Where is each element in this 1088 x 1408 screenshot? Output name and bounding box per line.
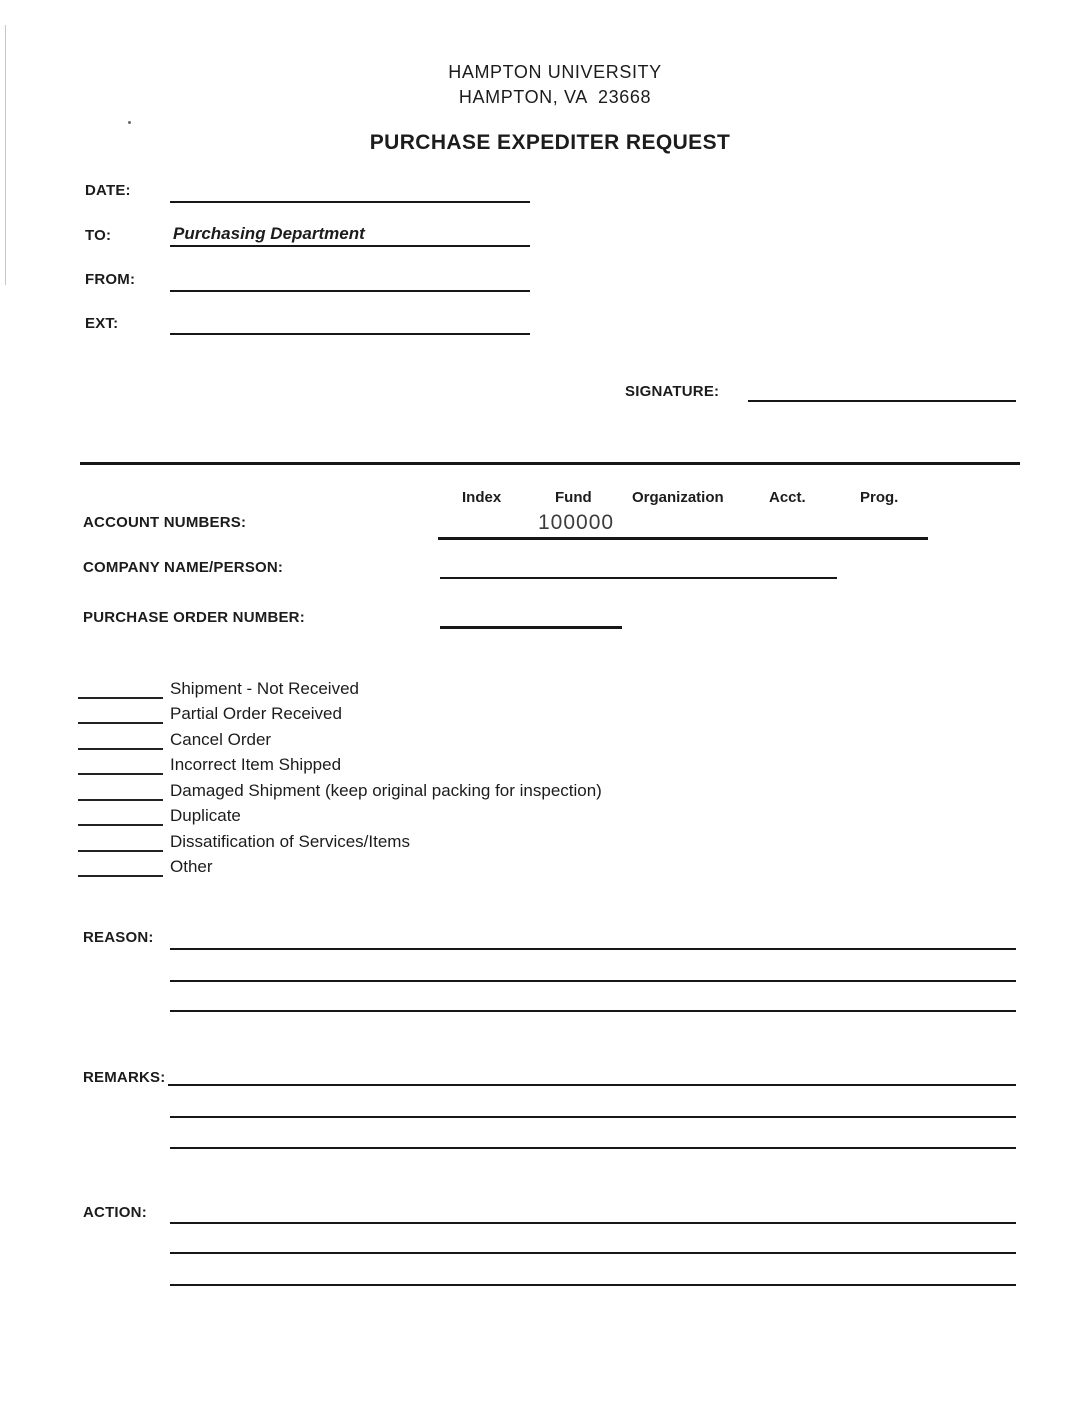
- checklist-item-label: Cancel Order: [170, 730, 272, 749]
- scan-artifact-dot: [128, 121, 131, 124]
- column-header-acct: Acct.: [769, 489, 806, 506]
- checklist-blank-line: [78, 697, 163, 699]
- date-blank-line: [170, 201, 530, 203]
- letterhead-university: HAMPTON UNIVERSITY: [448, 62, 662, 82]
- account-fund-value: 100000: [538, 511, 615, 534]
- from-label: FROM:: [85, 271, 136, 288]
- action-blank-line-2: [170, 1252, 1016, 1254]
- reason-label: REASON:: [83, 929, 154, 946]
- to-blank-line: [170, 245, 530, 247]
- checklist-item-label: Dissatification of Services/Items: [170, 832, 410, 851]
- to-label: TO:: [85, 227, 112, 244]
- column-header-index: Index: [462, 489, 502, 506]
- action-blank-line-1: [170, 1222, 1016, 1224]
- remarks-blank-line-2: [170, 1116, 1016, 1118]
- account-numbers-label: ACCOUNT NUMBERS:: [83, 514, 247, 531]
- checklist-blank-line: [78, 875, 163, 877]
- checklist-blank-line: [78, 824, 163, 826]
- from-blank-line: [170, 290, 530, 292]
- ext-label: EXT:: [85, 315, 119, 332]
- checklist-blank-line: [78, 748, 163, 750]
- remarks-blank-line-3: [170, 1147, 1016, 1149]
- reason-blank-line-3: [170, 1010, 1016, 1012]
- checklist-item-label: Damaged Shipment (keep original packing for inspection): [170, 781, 602, 800]
- account-numbers-blank-line: [438, 537, 928, 540]
- reason-blank-line-2: [170, 980, 1016, 982]
- company-label: COMPANY NAME/PERSON:: [83, 559, 284, 576]
- column-header-fund: Fund: [555, 489, 592, 506]
- section-divider-rule: [80, 462, 1020, 465]
- purchase-order-label: PURCHASE ORDER NUMBER:: [83, 609, 305, 626]
- checklist-blank-line: [78, 722, 163, 724]
- to-value: Purchasing Department: [173, 224, 365, 243]
- checklist-blank-line: [78, 799, 163, 801]
- checklist-item-label: Partial Order Received: [170, 704, 342, 723]
- signature-blank-line: [748, 400, 1016, 402]
- company-blank-line: [440, 577, 837, 579]
- checklist-blank-line: [78, 850, 163, 852]
- ext-blank-line: [170, 333, 530, 335]
- checklist-item-label: Incorrect Item Shipped: [170, 755, 342, 774]
- date-label: DATE:: [85, 182, 131, 199]
- purchase-order-blank-line: [440, 626, 622, 629]
- action-label: ACTION:: [83, 1204, 147, 1221]
- remarks-label: REMARKS:: [83, 1069, 166, 1086]
- reason-blank-line-1: [170, 948, 1016, 950]
- scan-artifact-line: [5, 25, 6, 285]
- checklist-blank-line: [78, 773, 163, 775]
- remarks-blank-line-1: [168, 1084, 1016, 1086]
- checklist-item-label: Other: [170, 857, 213, 876]
- signature-label: SIGNATURE:: [625, 383, 720, 400]
- column-header-prog: Prog.: [860, 489, 899, 506]
- form-title: PURCHASE EXPEDITER REQUEST: [369, 131, 731, 154]
- checklist-item-label: Duplicate: [170, 806, 241, 825]
- action-blank-line-3: [170, 1284, 1016, 1286]
- letterhead-address: HAMPTON, VA 23668: [458, 87, 652, 107]
- column-header-organization: Organization: [632, 489, 724, 506]
- checklist-item-label: Shipment - Not Received: [170, 679, 359, 698]
